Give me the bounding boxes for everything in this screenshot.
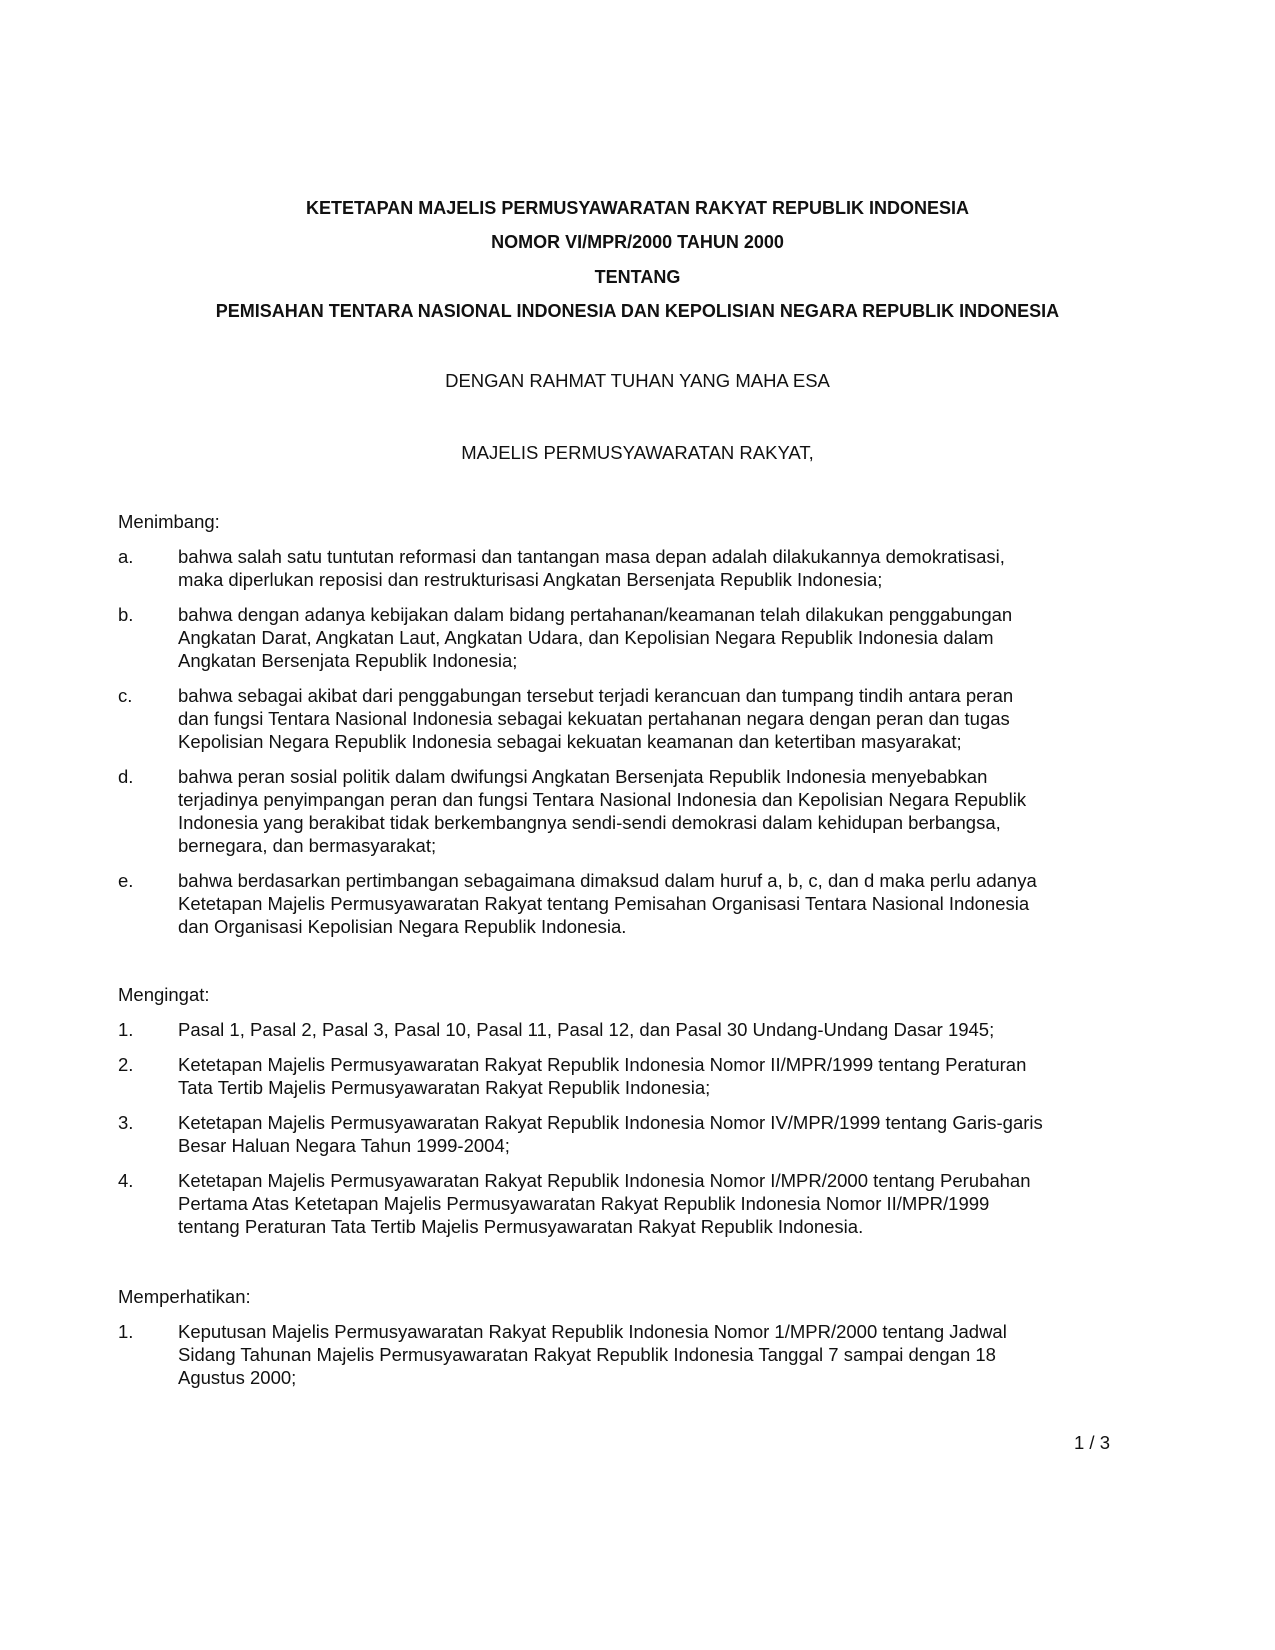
list-item	[118, 869, 1118, 938]
list-marker: a.	[118, 546, 134, 567]
list-item	[118, 765, 1118, 857]
list-item-line: bahwa berdasarkan pertimbangan sebagaimana dimaksud dalam huruf a, b, c, dan d maka perlu adanya	[178, 870, 1037, 891]
title-line-1: KETETAPAN MAJELIS PERMUSYAWARATAN RAKYAT REPUBLIK INDONESIA	[305, 198, 970, 218]
list-item-line: bahwa sebagai akibat dari penggabungan tersebut terjadi kerancuan dan tumpang tindih antara peran	[178, 685, 1014, 706]
list-marker: b.	[118, 604, 134, 625]
list-item-line: Angkatan Bersenjata Republik Indonesia;	[178, 650, 518, 671]
list-item-line: Sidang Tahunan Majelis Permusyawaratan Rakyat Republik Indonesia Tanggal 7 sampai dengan 18	[178, 1344, 996, 1365]
list-item-line: bahwa peran sosial politik dalam dwifungsi Angkatan Bersenjata Republik Indonesia menyebabkan	[178, 766, 988, 787]
list-item-line: Ketetapan Majelis Permusyawaratan Rakyat Republik Indonesia Nomor II/MPR/1999 tentang Peraturan	[178, 1054, 1027, 1075]
list-item-line: Tata Tertib Majelis Permusyawaratan Rakyat Republik Indonesia;	[178, 1077, 711, 1098]
list-item-line: tentang Peraturan Tata Tertib Majelis Permusyawaratan Rakyat Republik Indonesia.	[178, 1216, 864, 1237]
title-line-3: TENTANG	[594, 267, 681, 287]
invocation: DENGAN RAHMAT TUHAN YANG MAHA ESA	[445, 370, 830, 391]
assembly-name: MAJELIS PERMUSYAWARATAN RAKYAT,	[461, 442, 814, 463]
list-item	[118, 603, 1118, 672]
list-marker: 2.	[118, 1054, 134, 1075]
list-item-line: maka diperlukan reposisi dan restrukturisasi Angkatan Bersenjata Republik Indonesia;	[178, 569, 883, 590]
list-item-line: bernegara, dan bermasyarakat;	[178, 835, 437, 856]
section-mengingat	[118, 983, 1118, 1250]
title-line-4: PEMISAHAN TENTARA NASIONAL INDONESIA DAN KEPOLISIAN NEGARA REPUBLIK INDONESIA	[215, 301, 1060, 321]
list-item	[118, 1111, 1118, 1157]
list-item	[118, 1053, 1118, 1099]
list-marker: 1.	[118, 1321, 134, 1342]
list-marker: 3.	[118, 1112, 134, 1133]
list-item-line: Ketetapan Majelis Permusyawaratan Rakyat Republik Indonesia Nomor IV/MPR/1999 tentang Garis-garis	[178, 1112, 1043, 1133]
list-item-line: Ketetapan Majelis Permusyawaratan Rakyat Republik Indonesia Nomor I/MPR/2000 tentang Perubahan	[178, 1170, 1031, 1191]
title-line-2: NOMOR VI/MPR/2000 TAHUN 2000	[491, 232, 784, 252]
list-item-line: terjadinya penyimpangan peran dan fungsi Tentara Nasional Indonesia dan Kepolisian Negara Republik	[178, 789, 1027, 810]
list-marker: 1.	[118, 1019, 134, 1040]
section-heading: Memperhatikan:	[118, 1286, 251, 1307]
list-item-line: Indonesia yang berakibat tidak berkembangnya sendi-sendi demokrasi dalam kehidupan berbangsa,	[178, 812, 1001, 833]
section-memperhatikan	[118, 1285, 1118, 1401]
list-marker: d.	[118, 766, 134, 787]
section-heading: Mengingat:	[118, 984, 210, 1005]
list-item-line: Kepolisian Negara Republik Indonesia sebagai kekuatan keamanan dan ketertiban masyarakat;	[178, 731, 962, 752]
list-item	[118, 1169, 1118, 1238]
list-item	[118, 1320, 1118, 1389]
list-item-line: bahwa salah satu tuntutan reformasi dan tantangan masa depan adalah dilakukannya demokratisasi,	[178, 546, 1005, 567]
section-menimbang	[118, 510, 1118, 950]
list-item-line: Keputusan Majelis Permusyawaratan Rakyat Republik Indonesia Nomor 1/MPR/2000 tentang Jadwal	[178, 1321, 1007, 1342]
list-item	[118, 684, 1118, 753]
list-item-line: bahwa dengan adanya kebijakan dalam bidang pertahanan/keamanan telah dilakukan penggabungan	[178, 604, 1013, 625]
list-item	[118, 1018, 1118, 1041]
list-item-line: Angkatan Darat, Angkatan Laut, Angkatan Udara, dan Kepolisian Negara Republik Indonesia dalam	[178, 627, 994, 648]
list-marker: 4.	[118, 1170, 134, 1191]
list-marker: e.	[118, 870, 134, 891]
list-marker: c.	[118, 685, 133, 706]
list-item-line: Besar Haluan Negara Tahun 1999-2004;	[178, 1135, 510, 1156]
list-item-line: Pertama Atas Ketetapan Majelis Permusyawaratan Rakyat Republik Indonesia Nomor II/MPR/1999	[178, 1193, 990, 1214]
section-heading: Menimbang:	[118, 511, 220, 532]
list-item-line: Ketetapan Majelis Permusyawaratan Rakyat tentang Pemisahan Organisasi Tentara Nasional Indonesia	[178, 893, 1030, 914]
list-item-line: Pasal 1, Pasal 2, Pasal 3, Pasal 10, Pasal 11, Pasal 12, dan Pasal 30 Undang-Undang Dasar 1945;	[178, 1019, 995, 1040]
list-item-line: dan Organisasi Kepolisian Negara Republik Indonesia.	[178, 916, 627, 937]
list-item	[118, 545, 1118, 591]
list-item-line: dan fungsi Tentara Nasional Indonesia sebagai kekuatan pertahanan negara dengan peran dan tugas	[178, 708, 1010, 729]
list-item-line: Agustus 2000;	[178, 1367, 297, 1388]
page-number: 1 / 3	[1074, 1432, 1110, 1453]
